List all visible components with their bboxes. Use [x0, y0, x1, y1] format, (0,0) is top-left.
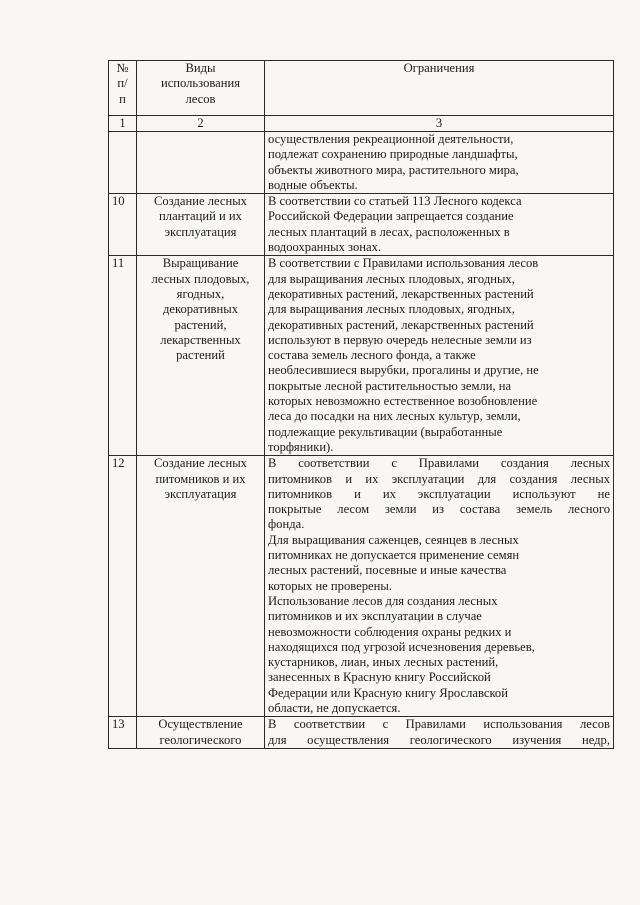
restriction-line: лесных растений, посевные и иные качества	[268, 563, 507, 578]
restriction-line: питомников и их эксплуатации для создания лесных	[268, 471, 610, 486]
column-number-row	[109, 116, 614, 132]
restriction-line: Федерации или Красную книгу Ярославской	[268, 685, 508, 700]
restriction-line: области, не допускается.	[268, 700, 401, 715]
restrictions-cell	[265, 456, 614, 717]
row-number: 12	[109, 456, 137, 717]
usage-kind-cell	[137, 194, 265, 256]
usage-kind-line: Выращивание	[162, 256, 239, 271]
restriction-line: подлежащие рекультивации (выработанные	[268, 424, 503, 439]
row-number: 11	[109, 256, 137, 456]
usage-kind-line: эксплуатация	[164, 224, 237, 239]
restriction-line: питомниках не допускается применение семян	[268, 548, 520, 563]
restriction-line: декоративных растений, лекарственных растений	[268, 286, 534, 301]
restriction-line: лесных плантаций в лесах, расположенных в	[268, 224, 510, 239]
restriction-line: кустарников, лиан, иных лесных растений,	[268, 655, 499, 670]
restriction-line: торфяники).	[268, 439, 334, 454]
column-number: 2	[137, 116, 265, 132]
restriction-line: В соответствии с Правилами использования лесов	[268, 256, 539, 271]
restriction-line: покрытые лесной растительностью земли, на	[268, 378, 512, 393]
usage-kind-line: геологического	[159, 732, 242, 747]
restriction-line: В соответствии с Правилами использования лесов	[268, 717, 610, 732]
row-number	[109, 132, 137, 194]
restriction-line: невозможности соблюдения охраны редких и	[268, 624, 512, 639]
restriction-line: объекты животного мира, растительного мира,	[268, 162, 519, 177]
restriction-line: состава земель лесного фонда, а также	[268, 348, 476, 363]
restrictions-cell	[265, 717, 614, 749]
table-header-row	[109, 61, 614, 116]
usage-kind-line: питомников и их	[155, 471, 246, 486]
column-number: 1	[109, 116, 137, 132]
table-row	[109, 194, 614, 256]
restriction-line: используют в первую очередь нелесные земли из	[268, 332, 532, 347]
restriction-line: осуществления рекреационной деятельности,	[268, 132, 514, 146]
restriction-line: покрытые лесом земли из состава земель лесного	[268, 502, 610, 517]
usage-kind-line: лекарственных	[160, 332, 241, 347]
usage-kind-line: плантаций и их	[159, 209, 242, 224]
table-row	[109, 717, 614, 749]
restriction-line: которых не проверены.	[268, 578, 392, 593]
usage-kind-line: Осуществление	[158, 717, 243, 732]
restriction-line: необлесившиеся вырубки, прогалины и другие, не	[268, 363, 539, 378]
table-row	[109, 132, 614, 194]
header-text: лесов	[185, 91, 216, 106]
restriction-line: леса до посадки на них лесных культур, земли,	[268, 409, 521, 424]
usage-kind-line: Создание лесных	[154, 194, 247, 209]
row-number: 10	[109, 194, 137, 256]
restriction-line: которых невозможно естественное возобновление	[268, 394, 538, 409]
usage-kind-line: ягодных,	[176, 286, 225, 301]
restriction-line: Российской Федерации запрещается создание	[268, 209, 514, 224]
restriction-line: Для выращивания саженцев, сеянцев в лесных	[268, 532, 519, 547]
restriction-line: фонда.	[268, 517, 305, 532]
header-text: №	[116, 61, 129, 75]
header-text: п/	[117, 76, 128, 91]
restriction-line: для выращивания лесных плодовых, ягодных,	[268, 271, 515, 286]
header-text: использования	[160, 76, 241, 91]
restrictions-cell	[265, 194, 614, 256]
usage-kind-cell	[137, 717, 265, 749]
header-number	[109, 61, 137, 116]
header-text: Виды	[185, 61, 216, 75]
column-number: 3	[265, 116, 614, 132]
usage-kind-cell	[137, 132, 265, 194]
usage-kind-line: растений,	[174, 317, 227, 332]
table-row	[109, 256, 614, 456]
restriction-line: водные объекты.	[268, 177, 358, 192]
restriction-line: подлежат сохранению природные ландшафты,	[268, 147, 518, 162]
row-number: 13	[109, 717, 137, 749]
restriction-line: питомников и их эксплуатации используют не	[268, 486, 610, 501]
usage-kind-line: декоративных	[162, 302, 239, 317]
restriction-line: для выращивания лесных плодовых, ягодных,	[268, 302, 515, 317]
restriction-line: декоративных растений, лекарственных растений	[268, 317, 534, 332]
header-restrictions	[265, 61, 614, 116]
restriction-line: занесенных в Красную книгу Российской	[268, 670, 491, 685]
restriction-line: водоохранных зонах.	[268, 240, 382, 255]
usage-kind-line: лесных плодовых,	[151, 271, 250, 286]
restriction-line: питомников и их эксплуатации в случае	[268, 609, 482, 624]
restriction-line: В соответствии со статьей 113 Лесного кодекса	[268, 194, 522, 209]
header-kind	[137, 61, 265, 116]
restriction-line: для осуществления геологического изучения недр,	[268, 732, 610, 747]
restrictions-cell	[265, 256, 614, 456]
table-row	[109, 456, 614, 717]
usage-kind-cell	[137, 456, 265, 717]
restrictions-table	[108, 60, 614, 749]
usage-kind-cell	[137, 256, 265, 456]
usage-kind-line: растений	[176, 348, 225, 363]
restriction-line: находящихся под угрозой исчезновения деревьев,	[268, 639, 535, 654]
usage-kind-line: эксплуатация	[164, 486, 237, 501]
restriction-line: Использование лесов для создания лесных	[268, 593, 498, 608]
restrictions-cell	[265, 132, 614, 194]
restriction-line: В соответствии с Правилами создания лесных	[268, 456, 610, 471]
usage-kind-line: Создание лесных	[154, 456, 247, 471]
header-text: Ограничения	[403, 61, 475, 75]
header-text: п	[119, 91, 126, 106]
